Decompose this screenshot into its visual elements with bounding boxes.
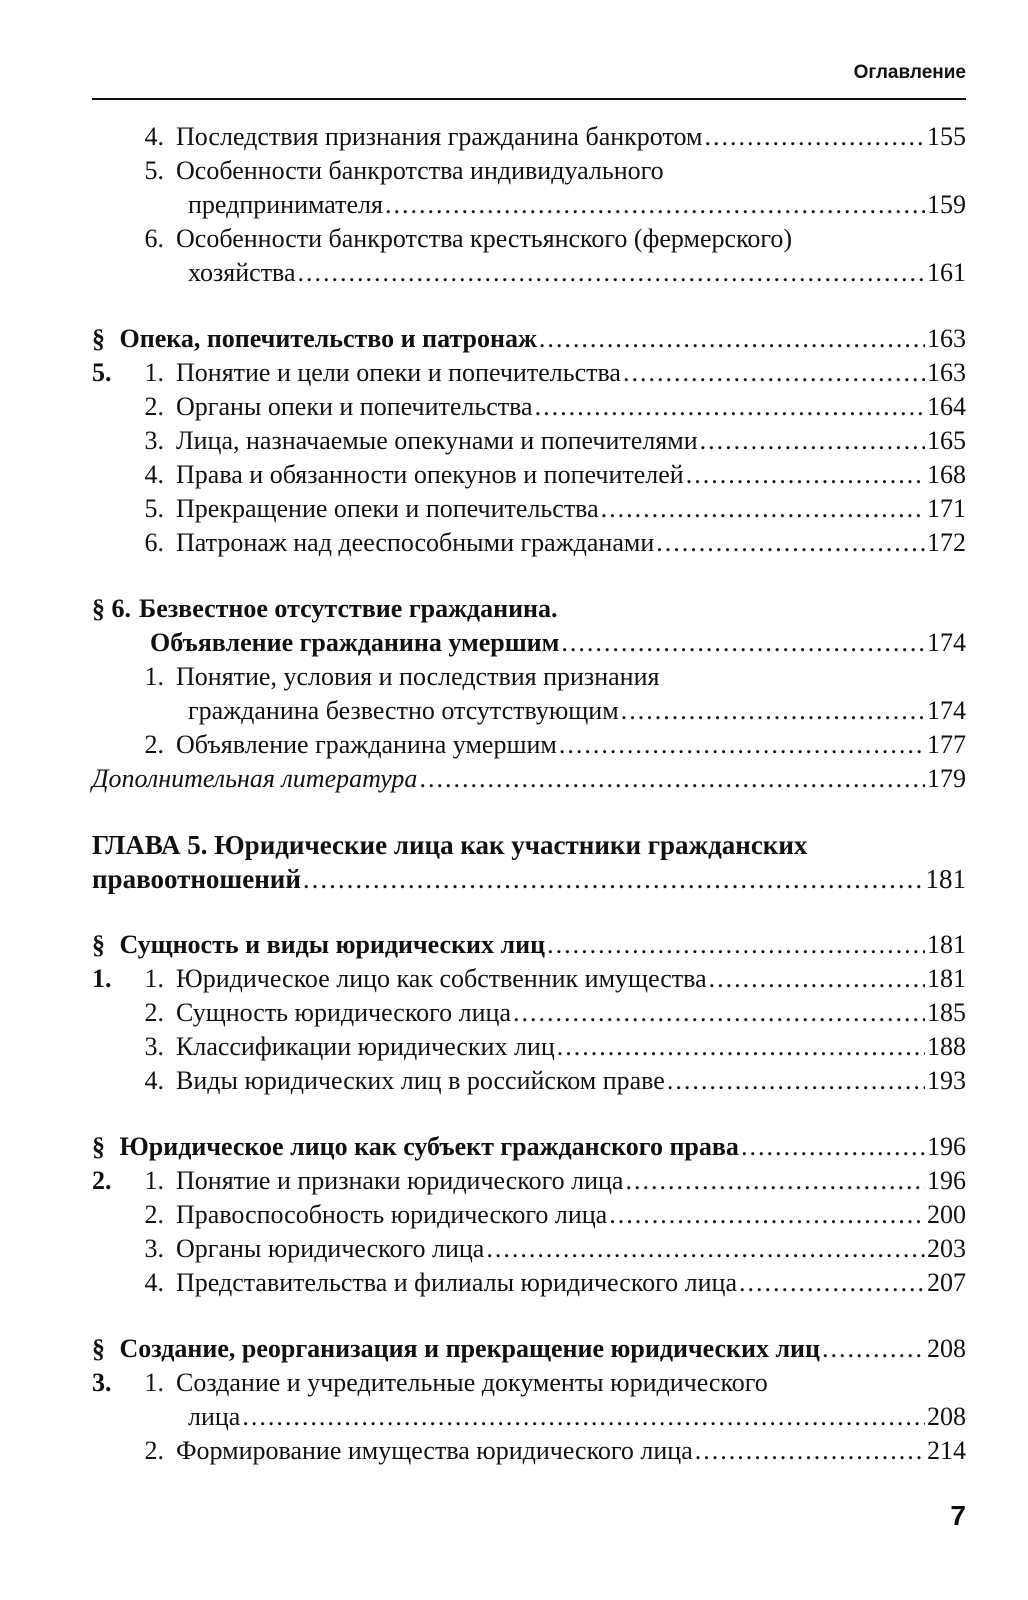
leader-dots — [601, 492, 925, 526]
entry-number: 4. — [144, 460, 164, 489]
leader-dots — [557, 1030, 925, 1064]
toc-entry — [92, 728, 966, 762]
entry-title: лица — [188, 1402, 241, 1431]
entry-title: Органы опеки и попечительства — [176, 392, 533, 421]
entry-page: 159 — [927, 190, 966, 219]
leader-dots — [686, 458, 925, 492]
entry-title: Дополнительная литература — [92, 764, 418, 793]
toc-entry — [92, 526, 966, 560]
entry-page: 188 — [927, 1032, 966, 1061]
entry-page: 161 — [927, 258, 966, 287]
entry-page: 203 — [927, 1234, 966, 1263]
toc-entry — [92, 120, 966, 154]
entry-title: Особенности банкротства крестьянского (фермерского) — [176, 224, 793, 253]
leader-dots — [709, 962, 925, 996]
entry-title: Понятие и признаки юридического лица — [176, 1166, 624, 1195]
toc-entry — [92, 1366, 966, 1400]
leader-dots — [625, 1164, 925, 1198]
toc-chapter-continuation — [92, 862, 966, 896]
entry-page: 196 — [927, 1132, 966, 1161]
toc-entry-continuation — [92, 694, 966, 728]
entry-number: 1. — [144, 1166, 164, 1195]
toc-entry-continuation — [92, 188, 966, 222]
entry-title: Органы юридического лица — [176, 1234, 485, 1263]
toc-chapter — [92, 828, 966, 862]
entry-number: 2. — [144, 1436, 164, 1465]
table-of-contents — [92, 120, 966, 1468]
toc-entry-continuation — [92, 1400, 966, 1434]
leader-dots — [535, 390, 925, 424]
entry-title: Прекращение опеки и попечительства — [176, 494, 599, 523]
entry-page: 179 — [927, 764, 966, 793]
toc-entry — [92, 154, 966, 188]
leader-dots — [561, 626, 925, 660]
leader-dots — [700, 424, 925, 458]
entry-title: Виды юридических лиц в российском праве — [176, 1066, 665, 1095]
entry-page: 181 — [927, 964, 966, 993]
toc-entry-further-reading — [92, 762, 966, 796]
entry-title: Патронаж над дееспособными гражданами — [176, 528, 655, 557]
toc-entry — [92, 1266, 966, 1300]
leader-dots — [695, 1434, 925, 1468]
entry-title: Юридическое лицо как собственник имущества — [176, 964, 707, 993]
toc-section-continuation — [92, 626, 966, 660]
entry-page: 214 — [927, 1436, 966, 1465]
entry-page: 181 — [925, 864, 966, 894]
entry-page: 165 — [927, 426, 966, 455]
entry-page: 168 — [927, 460, 966, 489]
entry-page: 185 — [927, 998, 966, 1027]
leader-dots — [704, 120, 925, 154]
entry-page: 208 — [927, 1402, 966, 1431]
section-title: Объявление гражданина умершим — [150, 628, 560, 657]
section-number: § 6. — [92, 594, 131, 623]
entry-title: Понятие, условия и последствия признания — [176, 662, 660, 691]
entry-page: 163 — [927, 324, 966, 353]
leader-dots — [303, 862, 924, 896]
section-title: Юридическое лицо как субъект гражданского права — [119, 1132, 739, 1161]
leader-dots — [609, 1198, 925, 1232]
entry-number: 4. — [144, 1066, 164, 1095]
entry-title: Классификации юридических лиц — [176, 1032, 555, 1061]
entry-page: 155 — [927, 122, 966, 151]
entry-title: хозяйства — [188, 258, 296, 287]
toc-entry — [92, 222, 966, 256]
entry-title: гражданина безвестно отсутствующим — [188, 696, 619, 725]
leader-dots — [656, 526, 925, 560]
entry-title: Особенности банкротства индивидуального — [176, 156, 664, 185]
leader-dots — [539, 322, 925, 356]
section-number: § 5. — [92, 324, 112, 387]
entry-page: 181 — [927, 930, 966, 959]
entry-number: 6. — [144, 528, 164, 557]
entry-number: 3. — [144, 1032, 164, 1061]
entry-page: 174 — [927, 628, 966, 657]
running-header — [92, 58, 966, 100]
leader-dots — [667, 1064, 925, 1098]
leader-dots — [739, 1266, 925, 1300]
entry-title: Права и обязанности опекунов и попечителей — [176, 460, 684, 489]
section-title: Создание, реорганизация и прекращение юридических лиц — [119, 1334, 821, 1363]
section-title: Сущность и виды юридических лиц — [119, 930, 546, 959]
page-number: 7 — [950, 1500, 966, 1531]
entry-page: 171 — [927, 494, 966, 523]
entry-title: Создание и учредительные документы юридического — [176, 1368, 768, 1397]
entry-page: 200 — [927, 1200, 966, 1229]
toc-entry — [92, 1030, 966, 1064]
entry-title: Сущность юридического лица — [176, 998, 511, 1027]
entry-number: 3. — [144, 1234, 164, 1263]
entry-number: 3. — [144, 426, 164, 455]
toc-entry — [92, 1232, 966, 1266]
entry-number: 1. — [144, 964, 164, 993]
entry-number: 5. — [144, 494, 164, 523]
toc-section — [92, 592, 966, 626]
leader-dots — [419, 762, 925, 796]
entry-number: 2. — [144, 998, 164, 1027]
entry-title: предпринимателя — [188, 190, 383, 219]
leader-dots — [513, 996, 925, 1030]
entry-number: 2. — [144, 730, 164, 759]
chapter-title: правоотношений — [92, 864, 301, 894]
entry-number: 5. — [144, 156, 164, 185]
toc-entry — [92, 458, 966, 492]
entry-title: Последствия признания гражданина банкротом — [176, 122, 703, 151]
leader-dots — [242, 1400, 925, 1434]
toc-entry-continuation — [92, 256, 966, 290]
entry-number: 4. — [144, 122, 164, 151]
entry-page: 163 — [927, 358, 966, 387]
entry-number: 4. — [144, 1268, 164, 1297]
leader-dots — [623, 356, 925, 390]
toc-entry — [92, 492, 966, 526]
section-title: Опека, попечительство и патронаж — [119, 324, 537, 353]
toc-entry — [92, 356, 966, 390]
leader-dots — [559, 728, 925, 762]
entry-page: 164 — [927, 392, 966, 421]
entry-title: Формирование имущества юридического лица — [176, 1436, 693, 1465]
entry-title: Понятие и цели опеки и попечительства — [176, 358, 621, 387]
entry-page: 207 — [927, 1268, 966, 1297]
leader-dots — [822, 1332, 925, 1366]
toc-entry — [92, 962, 966, 996]
toc-entry — [92, 660, 966, 694]
leader-dots — [298, 256, 925, 290]
toc-entry — [92, 1434, 966, 1468]
entry-number: 6. — [144, 224, 164, 253]
section-number: § 3. — [92, 1334, 112, 1397]
entry-page: 196 — [927, 1166, 966, 1195]
entry-title: Лица, назначаемые опекунами и попечителями — [176, 426, 698, 455]
toc-entry — [92, 1064, 966, 1098]
entry-number: 1. — [144, 1368, 164, 1397]
header-title: Оглавление — [853, 62, 966, 83]
chapter-title: ГЛАВА 5. Юридические лица как участники гражданских — [92, 830, 808, 860]
entry-page: 174 — [927, 696, 966, 725]
entry-page: 193 — [927, 1066, 966, 1095]
toc-entry — [92, 424, 966, 458]
entry-number: 2. — [144, 1200, 164, 1229]
leader-dots — [741, 1130, 925, 1164]
leader-dots — [621, 694, 925, 728]
toc-entry — [92, 1198, 966, 1232]
entry-title: Представительства и филиалы юридического лица — [176, 1268, 737, 1297]
entry-title: Правоспособность юридического лица — [176, 1200, 608, 1229]
entry-title: Объявление гражданина умершим — [176, 730, 557, 759]
toc-entry — [92, 1164, 966, 1198]
section-title: Безвестное отсутствие гражданина. — [139, 594, 558, 623]
section-number: § 2. — [92, 1132, 112, 1195]
entry-number: 1. — [144, 358, 164, 387]
leader-dots — [385, 188, 925, 222]
leader-dots — [547, 928, 925, 962]
toc-entry — [92, 996, 966, 1030]
section-number: § 1. — [92, 930, 112, 993]
entry-number: 2. — [144, 392, 164, 421]
leader-dots — [486, 1232, 925, 1266]
entry-page: 177 — [927, 730, 966, 759]
entry-page: 208 — [927, 1334, 966, 1363]
entry-page: 172 — [927, 528, 966, 557]
toc-entry — [92, 390, 966, 424]
entry-number: 1. — [144, 662, 164, 691]
